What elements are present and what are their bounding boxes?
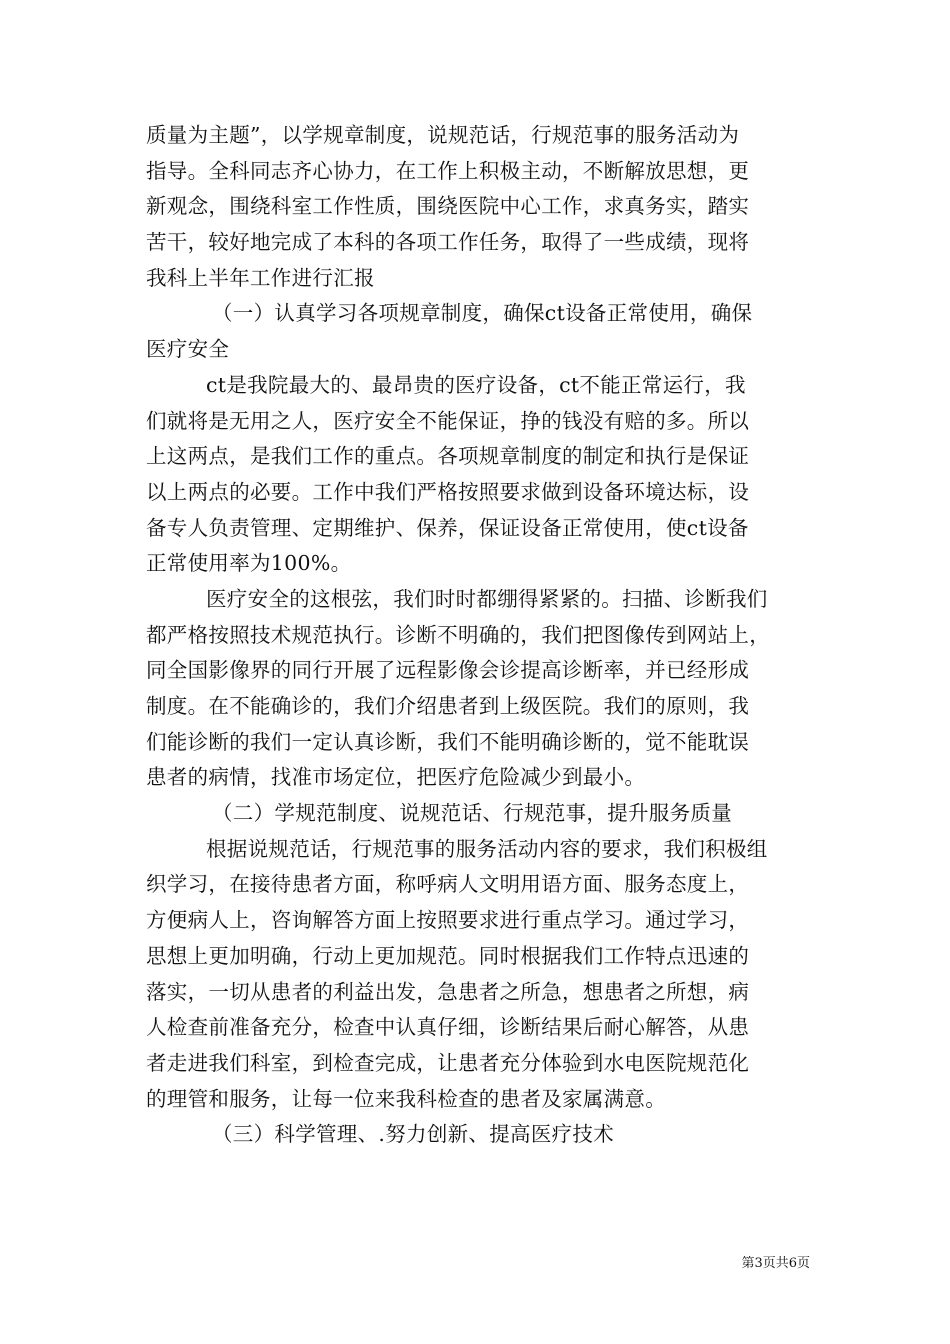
body-line: 方便病人上，咨询解答方面上按照要求进行重点学习。通过学习， [146, 908, 750, 933]
body-line: 都严格按照技术规范执行。诊断不明确的，我们把图像传到网站上， [146, 622, 770, 647]
body-line: 我科上半年工作进行汇报 [146, 265, 375, 290]
body-line: 质量为主题”，以学规章制度，说规范话，行规范事的服务活动为 [146, 123, 740, 147]
section-heading-1: （一）认真学习各项规章制度，确保ct设备正常使用，确保 [212, 301, 753, 326]
document-body [146, 118, 810, 1153]
body-line: 指导。全科同志齐心协力，在工作上积极主动，不断解放思想，更 [146, 158, 750, 183]
section-heading-3: （三）科学管理、.努力创新、提高医疗技术 [212, 1122, 615, 1147]
page-number: 第3页共6页 [741, 1256, 810, 1271]
body-line: 苦干，较好地完成了本科的各项工作任务，取得了一些成绩，现将 [146, 230, 750, 255]
body-line: 新观念，围绕科室工作性质，围绕医院中心工作，求真务实，踏实 [146, 194, 750, 219]
body-line: 同全国影像界的同行开展了远程影像会诊提高诊断率，并已经形成 [146, 658, 750, 683]
body-line: 患者的病情，找准市场定位，把医疗危险减少到最小。 [146, 765, 646, 790]
body-line: 备专人负责管理、定期维护、保养，保证设备正常使用，使ct设备 [146, 515, 749, 540]
section-heading-1-continued: 医疗安全 [146, 337, 230, 362]
body-line: 落实，一切从患者的利益出发，急患者之所急，想患者之所想，病 [146, 979, 750, 1004]
body-line: ct是我院最大的、最昂贵的医疗设备，ct不能正常运行，我 [206, 372, 746, 397]
body-line: 制度。在不能确诊的，我们介绍患者到上级医院。我们的原则，我 [146, 694, 750, 718]
body-line: 以上两点的必要。工作中我们严格按照要求做到设备环境达标，设 [146, 479, 750, 504]
section-heading-2: （二）学规范制度、说规范话、行规范事，提升服务质量 [212, 801, 732, 826]
body-line: 思想上更加明确，行动上更加规范。同时根据我们工作特点迅速的 [146, 943, 750, 968]
body-line: 者走进我们科室，到检查完成，让患者充分体验到水电医院规范化 [146, 1050, 750, 1075]
body-line: 医疗安全的这根弦，我们时时都绷得紧紧的。扫描、诊断我们 [206, 586, 768, 611]
body-line: 人检查前准备充分，检查中认真仔细，诊断结果后耐心解答，从患 [146, 1015, 750, 1040]
body-line: 正常使用率为100%。 [146, 551, 352, 576]
body-line: 的理管和服务，让每一位来我科检查的患者及家属满意。 [146, 1086, 666, 1111]
body-line: 根据说规范话，行规范事的服务活动内容的要求，我们积极组 [206, 836, 768, 861]
body-line: 们能诊断的我们一定认真诊断，我们不能明确诊断的，觉不能耽误 [146, 729, 750, 754]
body-line: 们就将是无用之人，医疗安全不能保证，挣的钱没有赔的多。所以 [146, 408, 750, 433]
body-line: 上这两点，是我们工作的重点。各项规章制度的制定和执行是保证 [146, 444, 750, 469]
body-line: 织学习，在接待患者方面，称呼病人文明用语方面、服务态度上， [146, 872, 750, 897]
